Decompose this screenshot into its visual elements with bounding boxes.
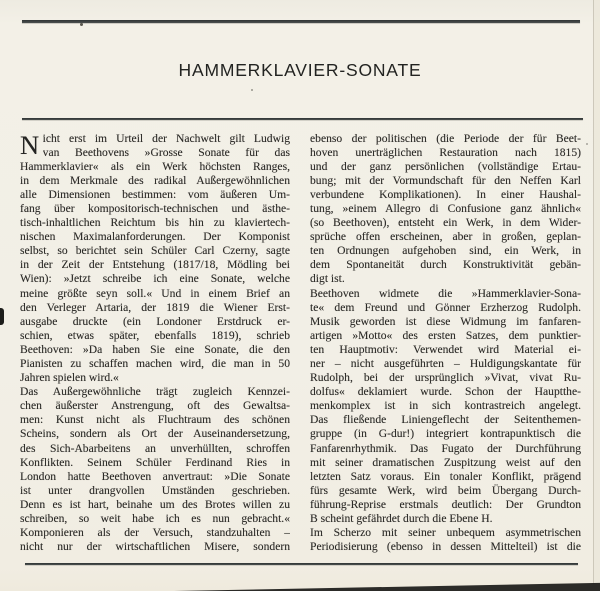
scan-speck [80,23,83,26]
bottom-rule [25,563,578,566]
scan-speck [586,143,588,145]
text-line: menkomplex ist in sich kontrastreich angelegt. [310,399,581,413]
binding-mark [0,308,4,325]
text-line: Konflikten. Seinem Schüler Ferdinand Ries in [20,455,290,469]
text-line: Hammerklavier« als ein Werk höchsten Ranges, [20,159,290,173]
text-line: gruppe (in G-dur!) integriert kontrapunktisch die [310,427,581,441]
top-rule [22,20,580,23]
drop-cap: N [20,129,40,160]
text-line: ist unter drangvollen Umständen geschrieben. [20,483,290,497]
text-line: (so Beethoven), entsteht ein Werk, in dem Wider- [310,216,581,230]
text-line: schreiben, so weit habe ich es nun gebracht.« [20,512,290,526]
text-line: Beethoven widmete die »Hammerklavier-Sona- [310,286,581,300]
paragraph [310,287,581,527]
text-line: verbundene Komplikationen). In einer Haushal- [310,187,581,201]
text-line: und der ganz persönlichen (vollständige Ertau- [310,159,581,173]
page-title: HAMMERKLAVIER-SONATE [178,60,422,80]
scan-speck [251,89,253,91]
text-line: den Verleger Artaria, der 1819 die Wiener Erst- [20,300,290,314]
text-line: fang über kompositorisch-technischen und ästhe- [20,201,290,215]
text-line: fürs gesamte Werk, wird beim Übergang Durch- [310,483,581,497]
text-line: artigen »Motto« des ersten Satzes, dem punktier- [310,328,581,342]
text-line: des Sich-Abarbeitens an unverhüllten, schroffen [20,441,290,455]
text-line: nicht nur der wirtschaftlichen Misere, sondern [20,540,290,554]
text-line: schien, etwas später, ebenfalls 1819), schrieb [20,328,290,342]
text-line: führung-Reprise erstmals deutlich: Der Grundton [310,497,581,511]
text-line: Fanfarenrhythmik. Das Fugato der Durchführung [310,441,581,455]
paragraph [310,526,581,554]
text-line: Pianisten zu schaffen machen wird, die man in 50 [20,357,290,370]
text-line: tisch-inhaltlichen Reichtum bis hin zu klaviertech- [20,216,290,230]
text-line: Im Scherzo mit seiner unbequem asymmetrischen [310,526,581,540]
text-line: in dem Merkmale des radikal Außergewöhnlichen [20,173,290,187]
text-line: selbst, so berichtet sein Schüler Carl Czerny, sagte [20,244,290,258]
text-line: B scheint gefährdet durch die Ebene H. [310,512,493,526]
text-line: Komponieren als der Versuch, standzuhalten – [20,526,290,540]
paragraph [20,129,290,386]
paragraph [310,132,581,287]
text-line: men: Kunst nicht als Fluchtraum des schönen [20,413,290,427]
text-line: nischen Maximalanforderungen. Der Komponist [20,230,290,244]
text-line: Das Außergewöhnliche trägt zugleich Kennzei- [20,385,290,399]
text-line: London hatte Beethoven anvertraut: »Die Sonate [20,469,290,483]
text-line: hoven unerträglichen Restauration nach 1815) [310,145,581,159]
text-line: Periodisierung (ebenso in dessen Mittelteil) ist die [310,540,581,554]
text-column-right [310,132,581,555]
text-column-left [20,129,290,555]
photo-edge-shadow [0,582,600,591]
text-line: ausgabe druckte (ein Londoner Erstdruck er- [20,314,290,328]
text-line: alle Dimensionen bestimmen: vom äußeren Um- [20,187,290,201]
text-line: Wien): »Jetzt schreibe ich eine Sonate, welche [20,272,290,286]
text-line: digt ist. [310,272,345,286]
text-line: Jahren spielen wird.« [20,371,119,385]
text-line: dem Spontaneität durch Konstruktivität gebän- [310,258,581,272]
text-line: mit seiner dramatischen Zuspitzung weist auf den [310,455,581,469]
text-line: Beethoven: »Da haben Sie eine Sonate, die den [20,342,290,356]
text-line: te« dem Freund und Gönner Erzherzog Rudolph. [310,300,581,314]
text-line: van Beethovens »Grosse Sonate für das [42,145,290,159]
text-line: in der Zeit der Entstehung (1817/18, Mödling bei [20,258,290,272]
text-line: Denn es ist hart, beinahe um des Brotes willen zu [20,497,290,511]
text-line: sprüche offen erscheinen, aber in großen, geplan- [310,230,581,244]
text-line: dolfus« deklamiert wurde. Schon der Hauptthe- [310,385,581,399]
text-line: letzten Satz voraus. Ein tonaler Konflikt, prägend [310,469,581,483]
text-line: bung; mit der Vormundschaft für den Neffen Karl [310,173,581,187]
text-line: icht erst im Urteil der Nachwelt gilt Ludwig [42,131,290,145]
text-line: Musik geworden ist diese Widmung im fanfaren- [310,314,581,328]
text-line: Das fließende Liniengeflecht der Seitenthemen- [310,413,581,427]
text-line: meine größte seyn soll.« Und in einem Brief an [20,286,290,300]
text-line: tung, »einem Allegro di Confusione ganz ähnlich« [310,201,581,215]
text-line: ten Ordnungen aufgehoben sind, ein Werk, in [310,244,581,258]
text-line: ner – nicht ausgeführten – Huldigungskantate für [310,357,581,370]
text-line: Rudolph, bei der ursprünglich »Vivat, vivat Ru- [310,371,581,385]
text-line: Scheins, sondern als Ort der Auseinandersetzung, [20,427,290,441]
text-line: chen äußerster Anstrengung, oft des Gewaltsa- [20,399,290,413]
text-line: ten Hauptmotiv: Verwendet wird Material ei- [310,342,581,356]
paragraph [20,385,290,554]
page-edge-right [593,0,600,591]
title-bottom-rule [22,118,583,121]
text-line: ebenso der politischen (die Periode der für Beet- [310,131,581,145]
